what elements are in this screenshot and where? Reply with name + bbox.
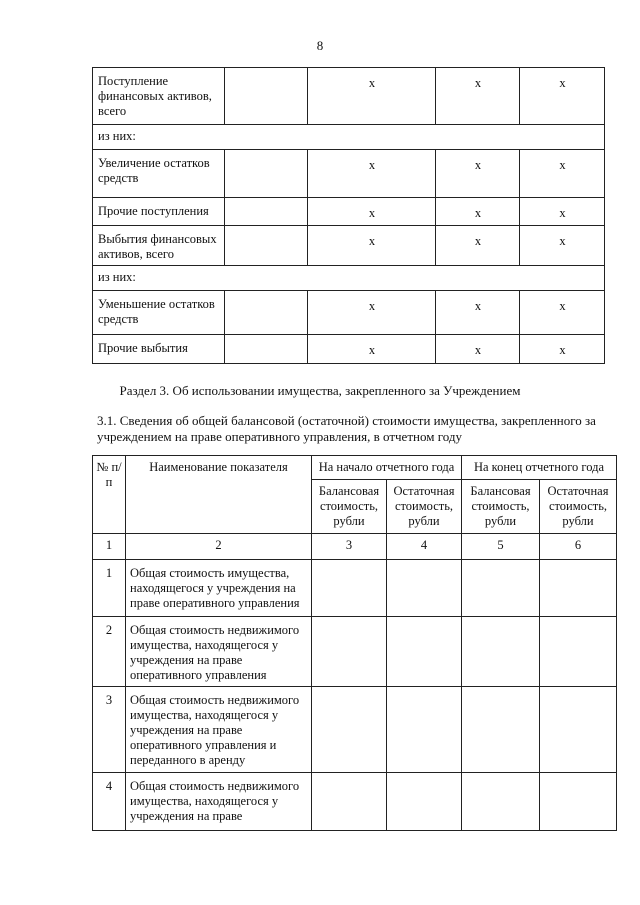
- value-cell: x: [520, 198, 605, 226]
- value-cell: x: [308, 226, 436, 266]
- value-cell: [462, 560, 540, 617]
- header-row: [93, 456, 617, 480]
- value-cell: x: [436, 150, 520, 198]
- row-label: Прочие поступления: [93, 198, 225, 226]
- row-label: Общая стоимость недвижимого имущества, находящегося у учреждения на праве: [126, 773, 312, 831]
- value-cell: x: [520, 291, 605, 335]
- value-cell: x: [436, 291, 520, 335]
- row-label: Уменьшение остатков средств: [93, 291, 225, 335]
- subgroup-row: [93, 266, 605, 291]
- table-row: [93, 150, 605, 198]
- table-row: [93, 617, 617, 687]
- table-row: [93, 773, 617, 831]
- table-row: [93, 198, 605, 226]
- header-end-year: На конец отчетного года: [462, 456, 617, 480]
- value-cell: x: [436, 335, 520, 364]
- header-balance-end: Балансовая стоимость, рубли: [462, 480, 540, 534]
- value-cell: [540, 560, 617, 617]
- value-cell: [387, 560, 462, 617]
- value-cell: [312, 773, 387, 831]
- table-row: [93, 68, 605, 125]
- column-index: 2: [126, 534, 312, 560]
- value-cell: [387, 773, 462, 831]
- row-number: 2: [93, 617, 126, 687]
- value-cell: [225, 226, 308, 266]
- row-number: 3: [93, 687, 126, 773]
- value-cell: x: [308, 68, 436, 125]
- value-cell: [462, 773, 540, 831]
- value-cell: x: [308, 150, 436, 198]
- subsection-caption: 3.1. Сведения об общей балансовой (остаточной) стоимости имущества, закрепленного за учреждением на праве оперативного управления, в отчетном году: [97, 413, 596, 444]
- column-index: 6: [540, 534, 617, 560]
- table-row: [93, 335, 605, 364]
- value-cell: x: [436, 68, 520, 125]
- column-index-row: [93, 534, 617, 560]
- column-index: 1: [93, 534, 126, 560]
- value-cell: x: [436, 198, 520, 226]
- subgroup-row: [93, 125, 605, 150]
- column-index: 3: [312, 534, 387, 560]
- value-cell: x: [520, 335, 605, 364]
- row-label: Увеличение остатков средств: [93, 150, 225, 198]
- value-cell: [540, 617, 617, 687]
- table-row: [93, 291, 605, 335]
- value-cell: [225, 150, 308, 198]
- section-title: Раздел 3. Об использовании имущества, закрепленного за Учреждением: [119, 383, 521, 398]
- header-start-year: На начало отчетного года: [312, 456, 462, 480]
- value-cell: [225, 68, 308, 125]
- property-value-table: [92, 455, 617, 831]
- financial-assets-table: [92, 67, 605, 364]
- value-cell: [462, 687, 540, 773]
- value-cell: [225, 198, 308, 226]
- row-number: 1: [93, 560, 126, 617]
- column-index: 5: [462, 534, 540, 560]
- value-cell: [312, 687, 387, 773]
- value-cell: x: [308, 335, 436, 364]
- header-name: Наименование показателя: [126, 456, 312, 534]
- row-label: Выбытия финансовых активов, всего: [93, 226, 225, 266]
- value-cell: x: [520, 68, 605, 125]
- value-cell: [387, 687, 462, 773]
- row-label: Прочие выбытия: [93, 335, 225, 364]
- value-cell: x: [520, 150, 605, 198]
- table-row: [93, 560, 617, 617]
- header-num: № п/п: [93, 456, 126, 534]
- row-label: Общая стоимость недвижимого имущества, находящегося у учреждения на праве оперативного управления и переданного в аренду: [126, 687, 312, 773]
- page-number: 8: [316, 38, 324, 53]
- column-index: 4: [387, 534, 462, 560]
- row-label: Общая стоимость недвижимого имущества, находящегося у учреждения на праве оперативного управления: [126, 617, 312, 687]
- value-cell: x: [436, 226, 520, 266]
- row-number: 4: [93, 773, 126, 831]
- table-row: [93, 226, 605, 266]
- row-label: Поступление финансовых активов, всего: [93, 68, 225, 125]
- row-label: Общая стоимость имущества, находящегося у учреждения на праве оперативного управления: [126, 560, 312, 617]
- value-cell: [225, 335, 308, 364]
- value-cell: [540, 773, 617, 831]
- value-cell: [312, 617, 387, 687]
- value-cell: x: [308, 291, 436, 335]
- header-residual-end: Остаточная стоимость, рубли: [540, 480, 617, 534]
- value-cell: [462, 617, 540, 687]
- value-cell: x: [308, 198, 436, 226]
- table-row: [93, 687, 617, 773]
- value-cell: x: [520, 226, 605, 266]
- subgroup-label: из них:: [93, 266, 605, 291]
- value-cell: [225, 291, 308, 335]
- header-residual-start: Остаточная стоимость, рубли: [387, 480, 462, 534]
- header-balance-start: Балансовая стоимость, рубли: [312, 480, 387, 534]
- value-cell: [540, 687, 617, 773]
- value-cell: [312, 560, 387, 617]
- value-cell: [387, 617, 462, 687]
- subgroup-label: из них:: [93, 125, 605, 150]
